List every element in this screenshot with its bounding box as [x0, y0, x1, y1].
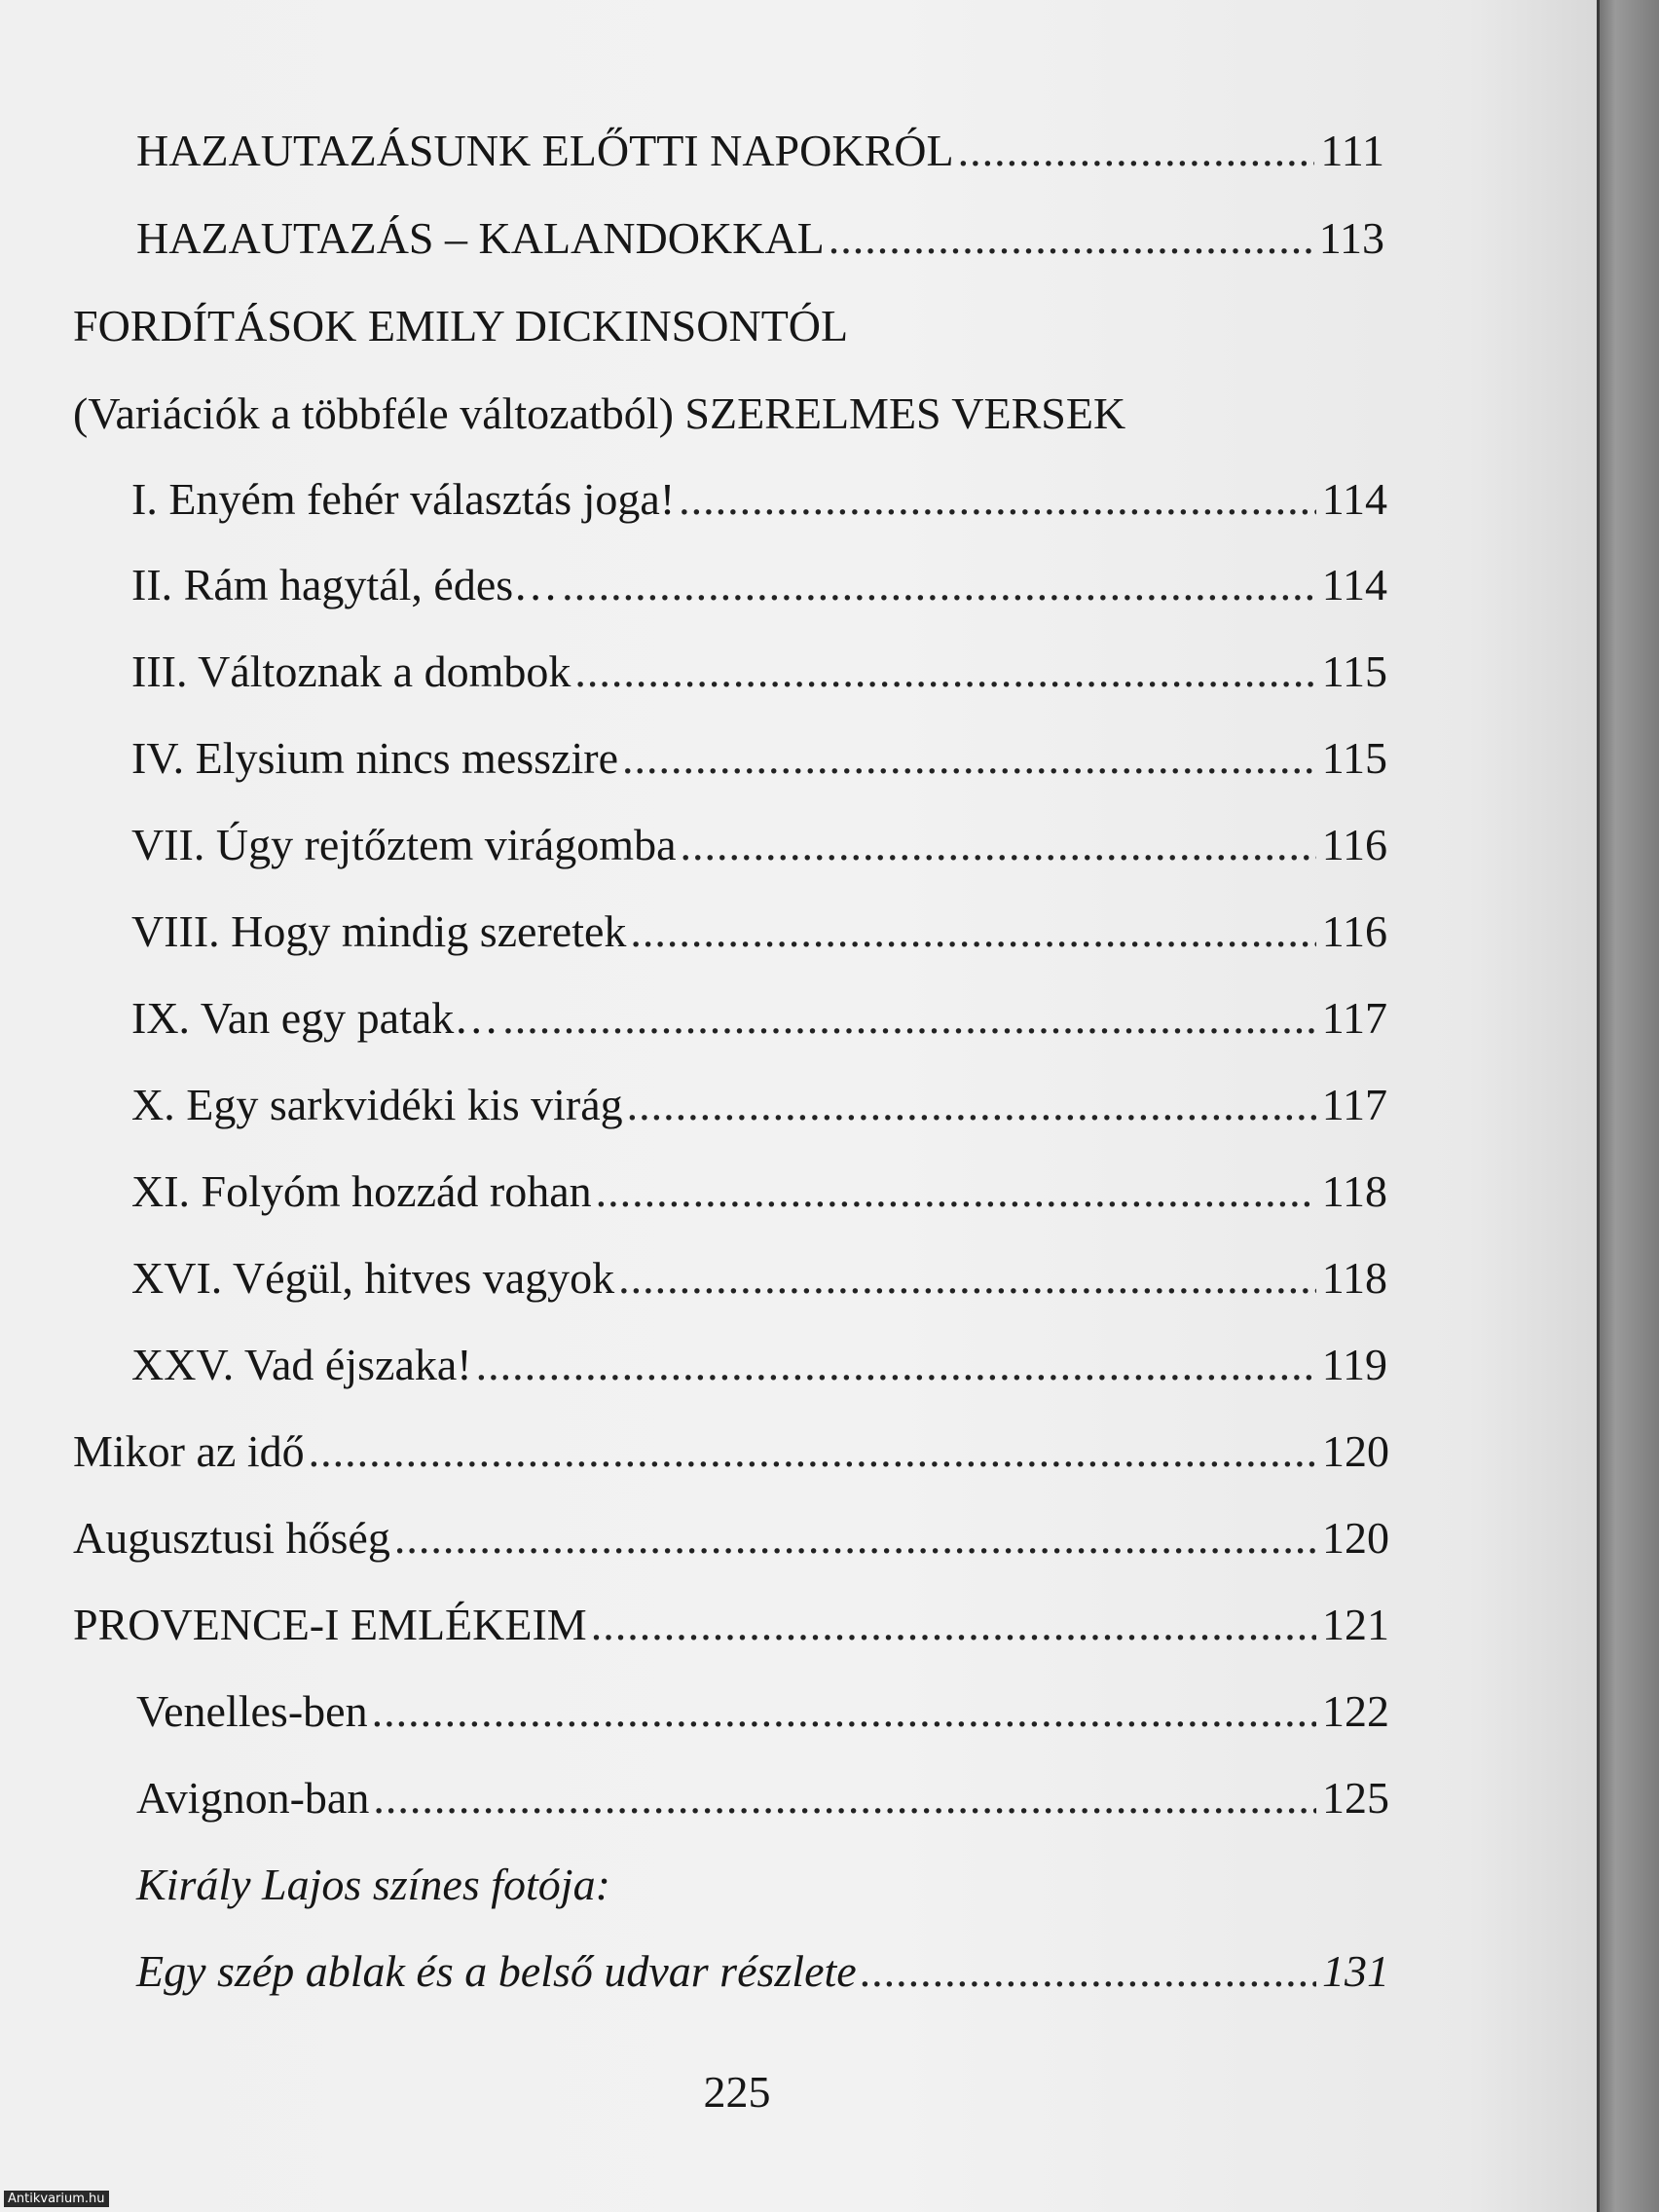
- dot-leader: [562, 556, 1316, 614]
- toc-entry-page: 125: [1322, 1773, 1389, 1823]
- dot-leader: [372, 1682, 1316, 1741]
- toc-entry: [73, 1596, 1389, 1654]
- toc-entry-title: III. Változnak a dombok: [131, 646, 571, 696]
- toc-entry-page: 114: [1321, 474, 1387, 524]
- toc-entry-title: VII. Úgy rejtőztem virágomba: [131, 820, 677, 869]
- toc-entry: [131, 903, 1387, 961]
- toc-entry: [131, 989, 1387, 1048]
- dot-leader: [618, 1249, 1316, 1308]
- dot-leader: [679, 470, 1316, 529]
- dot-leader: [622, 729, 1316, 788]
- toc-entry: [136, 1942, 1389, 2001]
- toc-entry-page: 122: [1322, 1686, 1389, 1736]
- dot-leader: [394, 1509, 1316, 1567]
- dot-leader: [630, 903, 1315, 961]
- toc-entry-title: HAZAUTAZÁS – KALANDOKKAL: [136, 213, 825, 263]
- toc-entry-page: 116: [1321, 906, 1387, 956]
- dot-leader: [373, 1769, 1316, 1827]
- toc-entry-title: IV. Elysium nincs messzire: [131, 733, 618, 783]
- dot-leader: [829, 209, 1313, 268]
- toc-entry-title: X. Egy sarkvidéki kis virág: [131, 1080, 623, 1129]
- toc-entry-page: 120: [1322, 1513, 1389, 1563]
- toc-entry: [131, 1076, 1387, 1134]
- dot-leader: [680, 816, 1315, 874]
- toc-entry: [136, 1682, 1389, 1741]
- toc-entry-title: I. Enyém fehér választás joga!: [131, 474, 676, 524]
- toc-entry-page: 115: [1321, 733, 1387, 783]
- toc-entry: [131, 816, 1387, 874]
- toc-entry-page: 115: [1321, 646, 1387, 696]
- toc-entry-title: Király Lajos színes fotója:: [136, 1860, 610, 1909]
- toc-entry: [131, 1336, 1387, 1394]
- dot-leader: [627, 1076, 1316, 1134]
- toc-entry: [136, 209, 1384, 268]
- book-gutter: [1597, 0, 1659, 2212]
- toc-entry-title: XXV. Vad éjszaka!: [131, 1340, 472, 1389]
- toc-entry-page: 111: [1320, 126, 1384, 175]
- toc-entry-page: 120: [1322, 1426, 1389, 1476]
- toc-entry-page: 117: [1321, 993, 1387, 1043]
- toc-entry-title: Venelles-ben: [136, 1686, 368, 1736]
- toc-entry-page: 118: [1321, 1166, 1387, 1216]
- toc-entry-title: HAZAUTAZÁSUNK ELŐTTI NAPOKRÓL: [136, 126, 954, 175]
- page-number: 225: [703, 2067, 771, 2117]
- toc-entry-title: (Variációk a többféle változatból) SZERELMES VERSEK: [73, 388, 1126, 438]
- watermark: Antikvarium.hu: [4, 2191, 109, 2207]
- toc-entry-page: 119: [1321, 1340, 1387, 1389]
- toc-entry: [131, 556, 1387, 614]
- dot-leader: [591, 1596, 1316, 1654]
- dot-leader: [958, 122, 1315, 180]
- toc-entry-title: VIII. Hogy mindig szeretek: [131, 906, 627, 956]
- toc-entry-title: Egy szép ablak és a belső udvar részlete: [136, 1946, 857, 1996]
- toc-entry-title: Mikor az idő: [73, 1426, 305, 1476]
- toc-entry-page: 116: [1321, 820, 1387, 869]
- toc-entry-page: 113: [1318, 213, 1384, 263]
- toc-entry: [131, 1162, 1387, 1221]
- toc-entry: [136, 122, 1384, 180]
- toc-section-subheading: [73, 385, 1384, 443]
- toc-entry-title: FORDÍTÁSOK EMILY DICKINSONTÓL: [73, 301, 849, 350]
- toc-section-heading: [73, 297, 1384, 355]
- toc-photo-caption: [136, 1856, 1389, 1914]
- toc-entry: [73, 1422, 1389, 1481]
- toc-entry-title: IX. Van egy patak…: [131, 993, 499, 1043]
- toc-entry-title: XVI. Végül, hitves vagyok: [131, 1253, 615, 1303]
- dot-leader: [309, 1422, 1316, 1481]
- dot-leader: [574, 643, 1315, 701]
- toc-entry-title: Avignon-ban: [136, 1773, 370, 1823]
- toc-entry-page: 121: [1322, 1600, 1389, 1649]
- toc-entry-title: XI. Folyóm hozzád rohan: [131, 1166, 592, 1216]
- toc-entry-title: II. Rám hagytál, édes…: [131, 560, 559, 609]
- dot-leader: [861, 1942, 1316, 2001]
- toc-entry: [131, 729, 1387, 788]
- dot-leader: [476, 1336, 1316, 1394]
- toc-entry: [136, 1769, 1389, 1827]
- toc-entry: [73, 1509, 1389, 1567]
- toc-entry-title: Augusztusi hőség: [73, 1513, 390, 1563]
- toc-entry-page: 131: [1322, 1946, 1389, 1996]
- dot-leader: [502, 989, 1315, 1048]
- toc-entry-page: 118: [1321, 1253, 1387, 1303]
- toc-entry-page: 117: [1321, 1080, 1387, 1129]
- toc-entry: [131, 470, 1387, 529]
- dot-leader: [596, 1162, 1316, 1221]
- toc-entry: [131, 1249, 1387, 1308]
- toc-entry: [131, 643, 1387, 701]
- toc-entry-title: PROVENCE-I EMLÉKEIM: [73, 1600, 587, 1649]
- toc-entry-page: 114: [1321, 560, 1387, 609]
